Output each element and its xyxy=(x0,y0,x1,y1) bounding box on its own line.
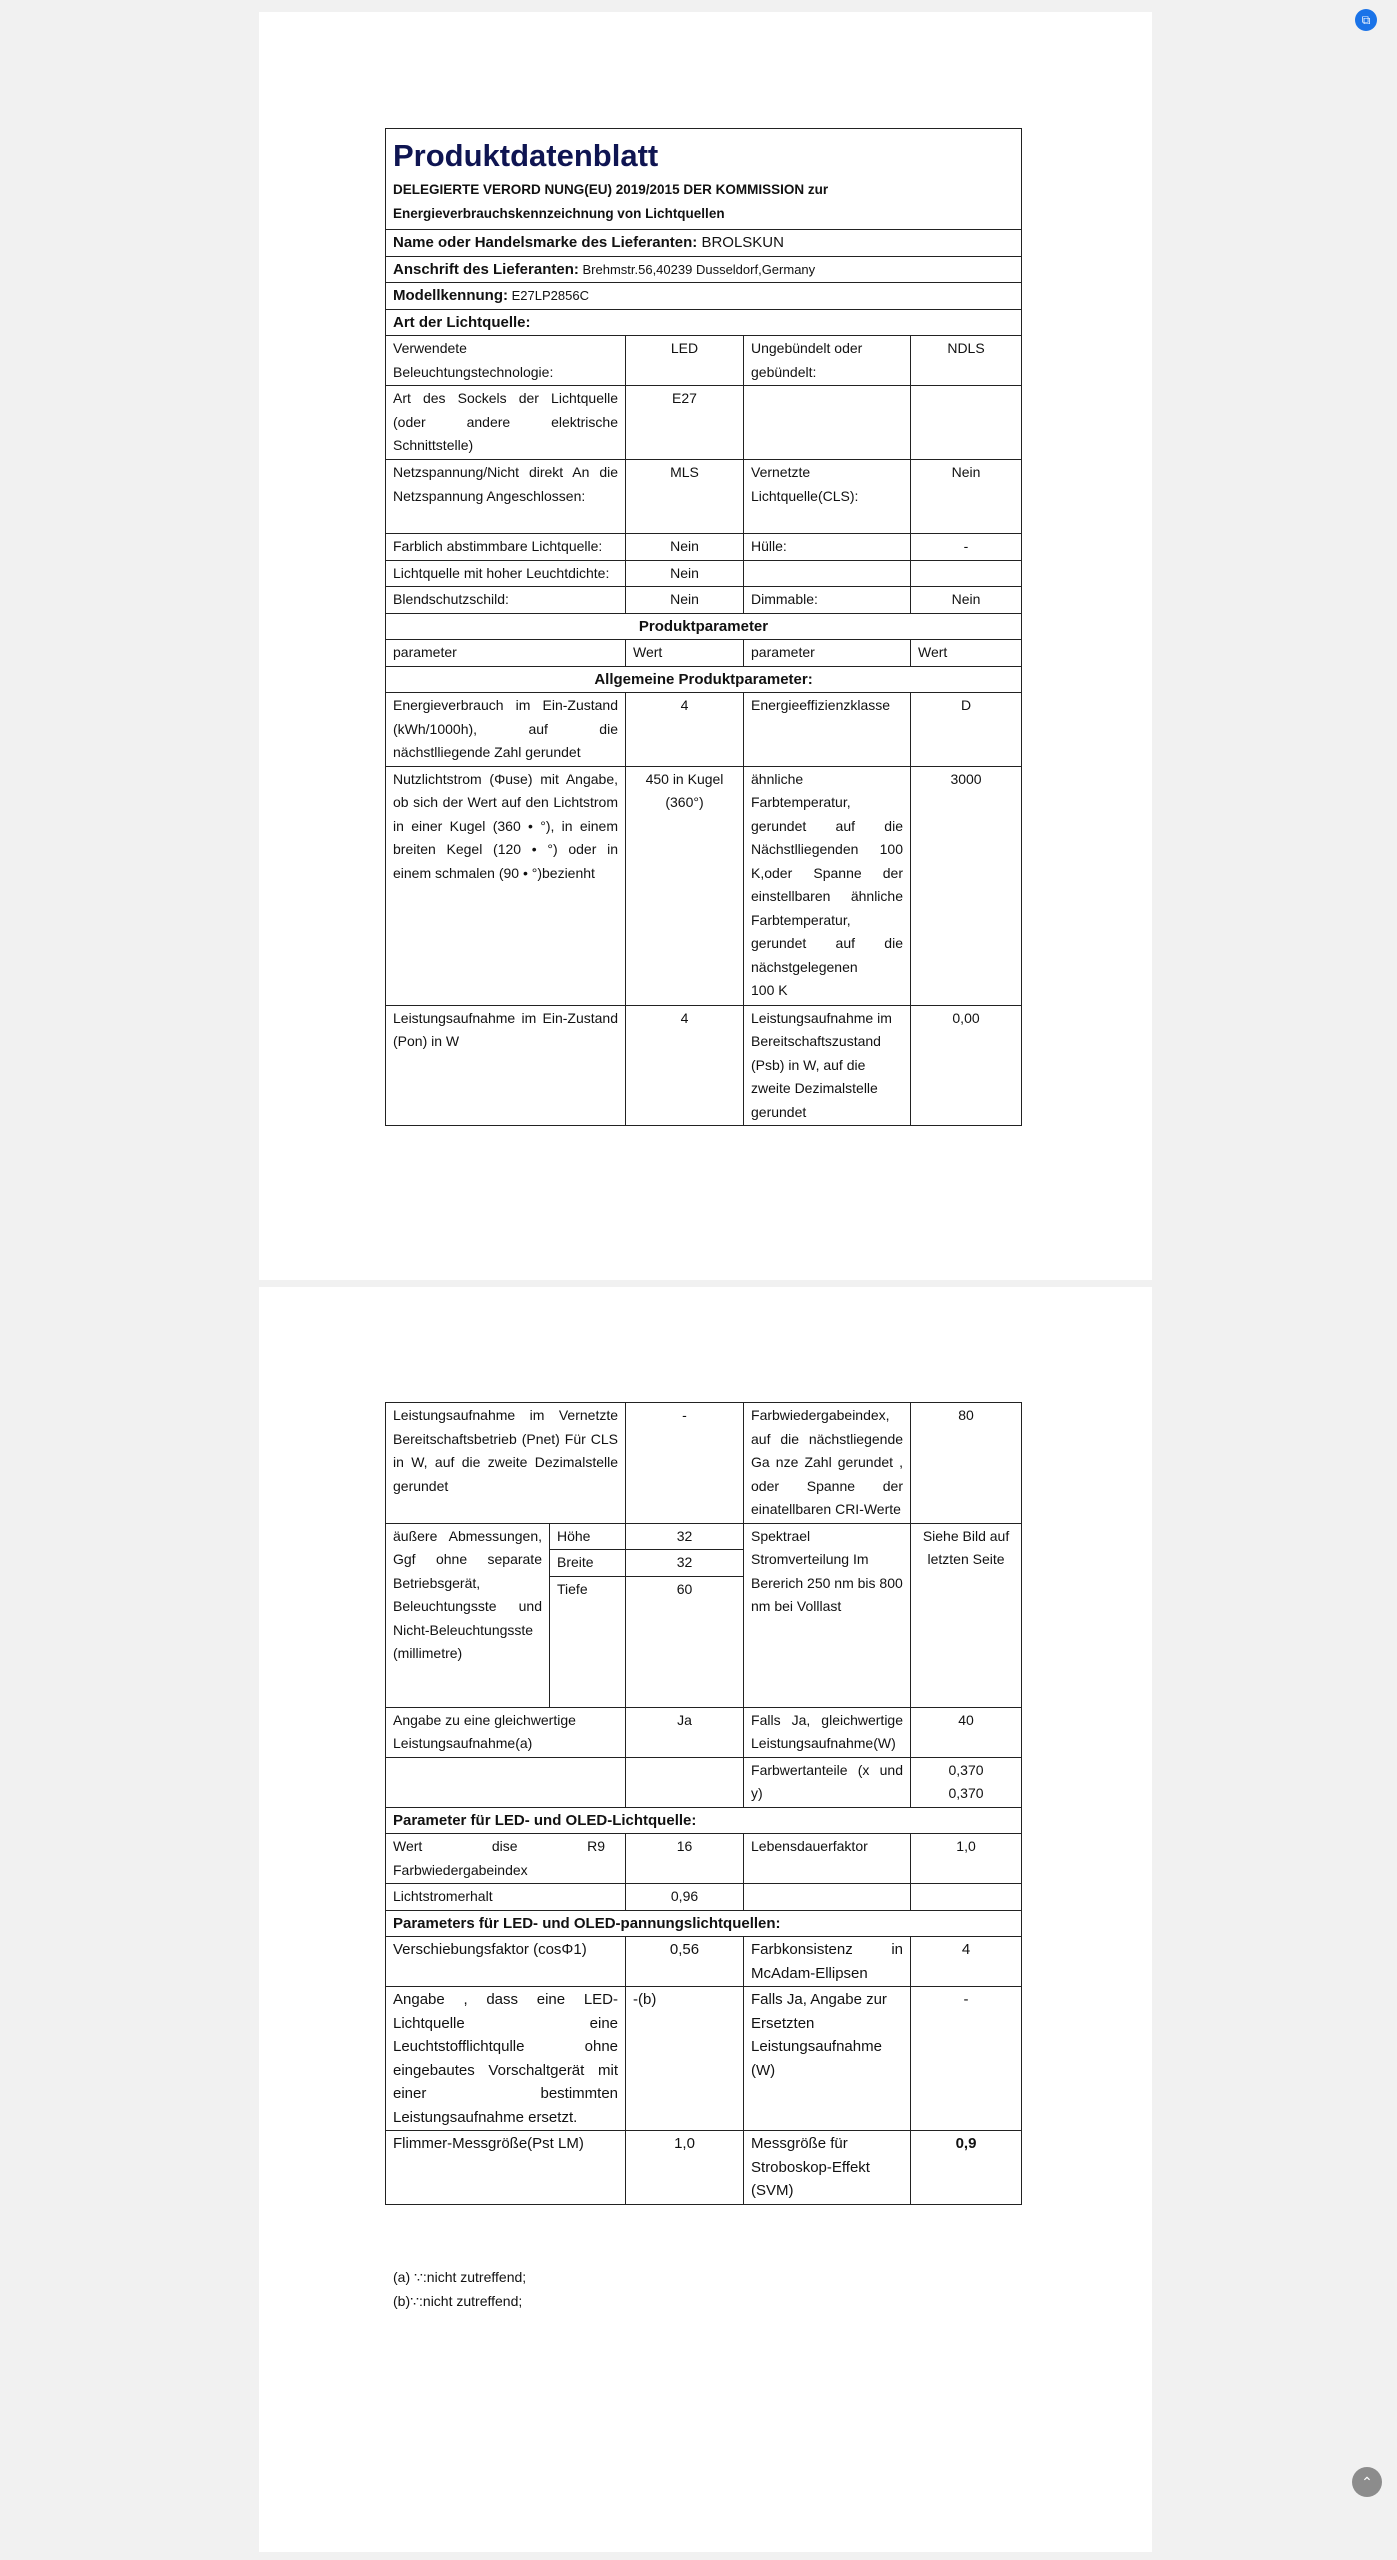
footnote-a: (a) ∵:nicht zutreffend; xyxy=(393,2269,527,2285)
product-datasheet-table-continued xyxy=(385,1402,1022,2205)
table-row: Lichtquelle mit hoher Leuchtdichte: Nein xyxy=(386,560,1022,587)
footnotes xyxy=(393,2265,526,2313)
table-row: äußere Abmessungen, Ggf ohne separate Betriebsgerät, Beleuchtungsste und Nicht-Beleuchtungsste (millimetre) Höhe 32 Spektrael Stromverteilung Im Bererich 250 nm bis 800 nm bei Volllast Siehe Bild auf letzten Seite xyxy=(386,1523,1022,1550)
table-row: Angabe , dass eine LED-Lichtquelle eine Leuchtstofflichtqulle ohne eingebautes Vorschaltgerät mit einer bestimmten Leistungsaufnahme ersetzt. -(b) Falls Ja, Angabe zur Ersetzten Leistungsaufnahme (W) - xyxy=(386,1987,1022,2131)
page-title: Produktdatenblatt xyxy=(393,138,659,173)
supplier-name-row: Name oder Handelsmarke des Lieferanten: BROLSKUN xyxy=(386,230,1022,257)
regulation-subtitle: DELEGIERTE VERORD NUNG(EU) 2019/2015 DER KOMMISSION zur Energieverbrauchskennzeichnung von Lichtquellen xyxy=(393,182,829,221)
table-row: Verwendete Beleuchtungstechnologie: LED Ungebündelt oder gebündelt: NDLS xyxy=(386,336,1022,386)
table-row: Energieverbrauch im Ein-Zustand (kWh/1000h), auf die nächstlliegende Zahl gerundet 4 Energieeffizienzklasse D xyxy=(386,693,1022,767)
light-source-type-header: Art der Lichtquelle: xyxy=(386,309,1022,336)
table-row: Breite 32 xyxy=(386,1550,1022,1577)
product-params-header: Produktparameter xyxy=(386,613,1022,640)
table-row: Tiefe 60 xyxy=(386,1576,1022,1707)
document-page-1 xyxy=(259,12,1152,1280)
led-params-header: Parameter für LED- und OLED-Lichtquelle: xyxy=(386,1807,1022,1834)
table-row: Verschiebungsfaktor (cosΦ1) 0,56 Farbkonsistenz in McAdam-Ellipsen 4 xyxy=(386,1937,1022,1987)
table-row: Farbwertanteile (x und y) 0,370 0,370 xyxy=(386,1757,1022,1807)
table-row: Nutzlichtstrom (Φuse) mit Angabe, ob sich der Wert auf den Lichtstrom in einer Kugel (360 • °), in einem breiten Kegel (120 • °) oder in einem schmalen (90 • °)bezienht 450 in Kugel (360°) ähnliche Farbtemperatur, gerundet auf die Nächstlliegenden 100 K,oder Spanne der einstellbaren ähnliche Farbtemperatur, gerundet auf die nächstgelegenen 100 K 3000 xyxy=(386,766,1022,1005)
table-row: Netzspannung/Nicht direkt An die Netzspannung Angeschlossen: MLS Vernetzte Lichtquelle(CLS): Nein xyxy=(386,460,1022,534)
table-row: Leistungsaufnahme im Vernetzte Bereitschaftsbetrieb (Pnet) Für CLS in W, auf die zweite Dezimalstelle gerundet - Farbwiedergabeindex, auf die nächstliegende Ga nze Zahl gerundet , oder Spanne der einatellbaren CRI-Werte 80 xyxy=(386,1403,1022,1524)
document-page-2 xyxy=(259,1287,1152,2552)
table-row: Leistungsaufnahme im Ein-Zustand (Pon) in W 4 Leistungsaufnahme im Bereitschaftszustand (Psb) in W, auf die zweite Dezimalstelle gerundet 0,00 xyxy=(386,1005,1022,1126)
product-datasheet-table xyxy=(385,128,1022,1126)
table-row: Flimmer-Messgröße(Pst LM) 1,0 Messgröße für Stroboskop-Effekt (SVM) 0,9 xyxy=(386,2131,1022,2205)
mains-led-params-header: Parameters für LED- und OLED-pannungslichtquellen: xyxy=(386,1910,1022,1937)
table-row: Lichtstromerhalt 0,96 xyxy=(386,1884,1022,1911)
table-row: Blendschutzschild: Nein Dimmable: Nein xyxy=(386,587,1022,614)
copy-icon[interactable]: ⧉ xyxy=(1355,9,1377,31)
general-params-header: Allgemeine Produktparameter: xyxy=(386,666,1022,693)
table-row: Art des Sockels der Lichtquelle (oder andere elektrische Schnittstelle) E27 xyxy=(386,386,1022,460)
table-row: Farblich abstimmbare Lichtquelle: Nein Hülle: - xyxy=(386,534,1022,561)
table-row: Angabe zu eine gleichwertige Leistungsaufnahme(a) Ja Falls Ja, gleichwertige Leistungsaufnahme(W) 40 xyxy=(386,1707,1022,1757)
column-headers: parameter Wert parameter Wert xyxy=(386,640,1022,667)
model-row: Modellkennung: E27LP2856C xyxy=(386,283,1022,310)
table-row: Wert dise R9 Farbwiedergabeindex 16 Lebensdauerfaktor 1,0 xyxy=(386,1834,1022,1884)
footnote-b: (b)∵:nicht zutreffend; xyxy=(393,2293,523,2309)
supplier-address-row: Anschrift des Lieferanten: Brehmstr.56,40239 Dusseldorf,Germany xyxy=(386,256,1022,283)
scroll-top-icon[interactable]: ⌃ xyxy=(1352,2467,1382,2497)
